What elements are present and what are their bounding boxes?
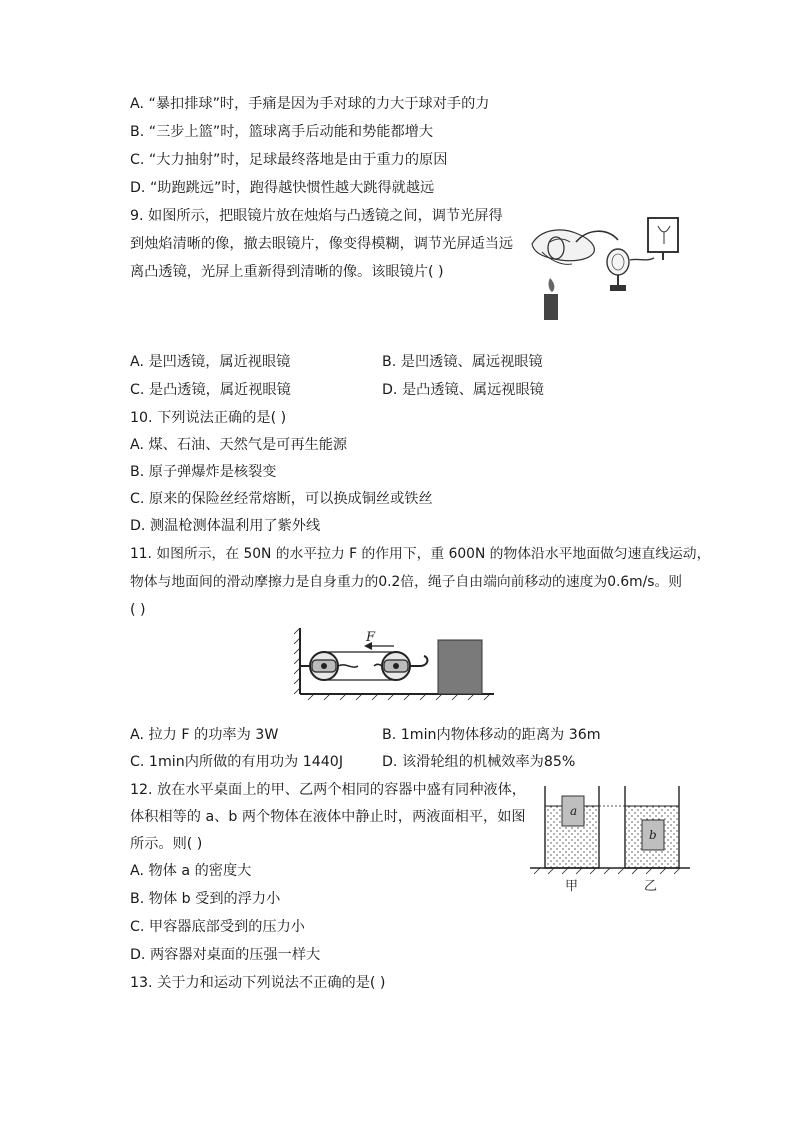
containers-figure [528,784,692,896]
q9-option-c: C. 是凸透镜，属近视眼镜 [130,382,291,398]
q10-option-a: A. 煤、石油、天然气是可再生能源 [130,437,348,453]
q9-stem-line-2: 到烛焰清晰的像，撤去眼镜片，像变得模糊，调节光屏适当远 [130,236,514,252]
q10-option-d: D. 测温枪测体温利用了紫外线 [130,518,321,534]
q11-option-b: B. 1min内物体移动的距离为 36m [382,727,601,743]
q12-option-b: B. 物体 b 受到的浮力小 [130,891,281,907]
q11-stem-line-1: 11. 如图所示，在 50N 的水平拉力 F 的作用下，重 600N 的物体沿水平地面做匀速直线运动， [130,546,711,562]
container-left-label: 甲 [565,879,579,894]
q11-option-d: D. 该滑轮组的机械效率为85% [382,754,576,770]
block-a-label: a [570,804,578,818]
lens-experiment-figure [520,212,688,324]
q9-option-d: D. 是凸透镜、属远视眼镜 [382,382,544,398]
q13-stem: 13. 关于力和运动下列说法不正确的是( ) [130,975,386,991]
block-b-label: b [649,828,657,842]
q9-option-b: B. 是凹透镜、属远视眼镜 [382,354,543,370]
q11-stem-line-2: 物体与地面间的滑动摩擦力是自身重力的0.2倍，绳子自由端向前移动的速度为0.6m/s。则 [130,574,683,590]
pulley-system-figure [294,624,498,702]
q11-option-c: C. 1min内所做的有用功为 1440J [130,754,344,770]
q12-option-d: D. 两容器对桌面的压强一样大 [130,947,321,963]
q9-stem-line-1: 9. 如图所示，把眼镜片放在烛焰与凸透镜之间，调节光屏得 [130,208,503,224]
q8-option-d: D. “助跑跳远”时，跑得越快惯性越大跳得就越远 [130,180,435,196]
q8-option-b: B. “三步上篮”时，篮球离手后动能和势能都增大 [130,124,434,140]
q12-stem-line-2: 体积相等的 a、b 两个物体在液体中静止时，两液面相平，如图 [130,809,526,825]
q10-option-c: C. 原来的保险丝经常熔断，可以换成铜丝或铁丝 [130,491,433,507]
q12-stem-line-1: 12. 放在水平桌面上的甲、乙两个相同的容器中盛有同种液体， [130,782,526,798]
q9-stem-line-3: 离凸透镜，光屏上重新得到清晰的像。该眼镜片( ) [130,264,444,280]
q10-option-b: B. 原子弹爆炸是核裂变 [130,464,277,480]
pulley-force-label: F [366,630,376,645]
q8-option-a: A. “暴扣排球”时，手痛是因为手对球的力大于球对手的力 [130,96,490,112]
q8-option-c: C. “大力抽射”时，足球最终落地是由于重力的原因 [130,152,448,168]
q12-option-c: C. 甲容器底部受到的压力小 [130,919,305,935]
q12-option-a: A. 物体 a 的密度大 [130,863,252,879]
q10-stem: 10. 下列说法正确的是( ) [130,410,287,426]
q9-option-a: A. 是凹透镜，属近视眼镜 [130,354,291,370]
q11-stem-line-3: ( ) [130,602,146,618]
q12-stem-line-3: 所示。则( ) [130,836,203,852]
container-right-label: 乙 [644,879,658,894]
q11-option-a: A. 拉力 F 的功率为 3W [130,727,279,743]
